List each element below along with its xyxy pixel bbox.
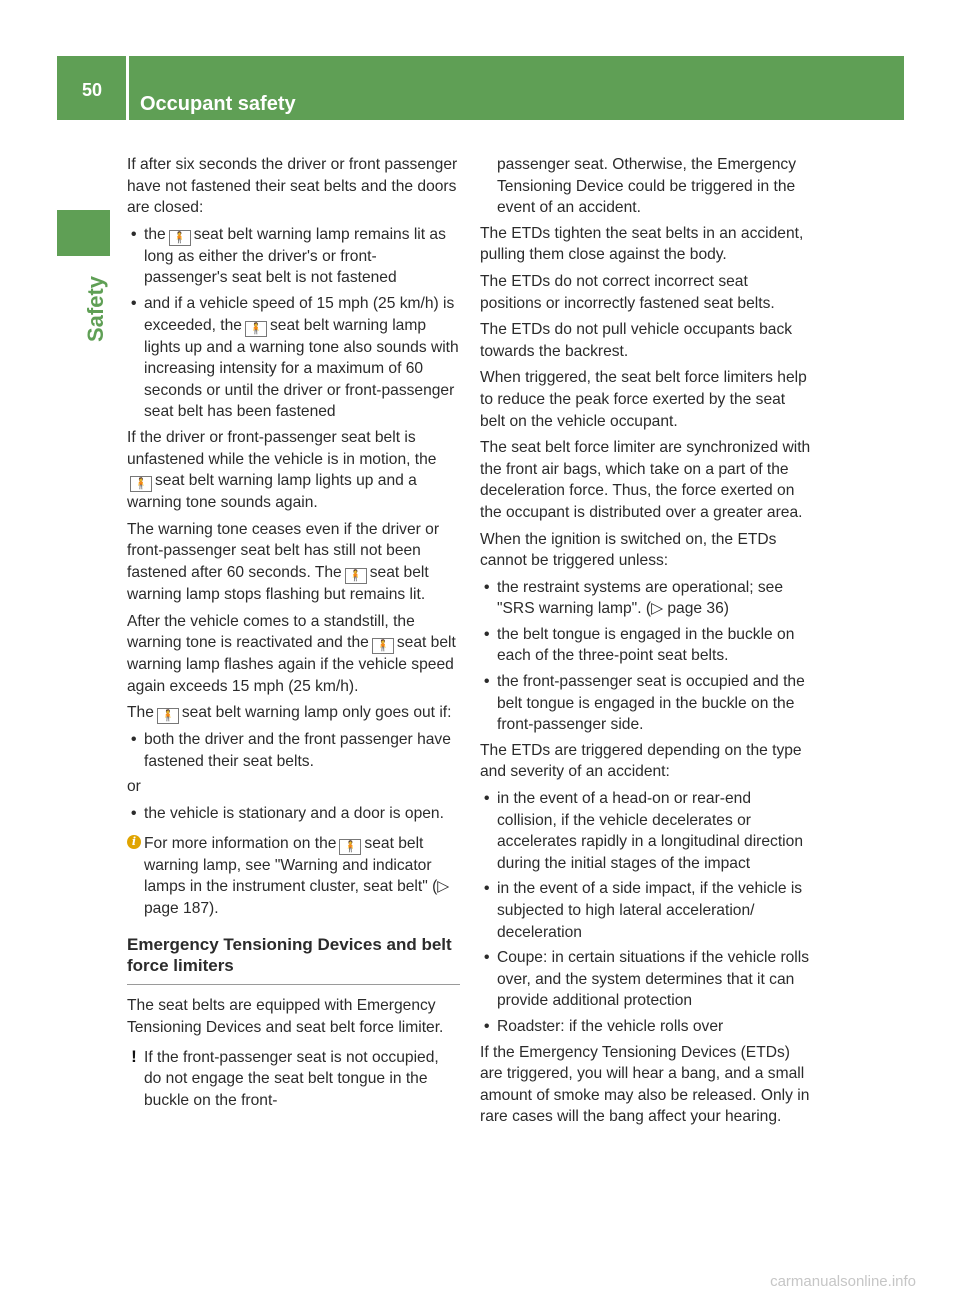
header-divider (126, 56, 129, 120)
side-tab (57, 262, 110, 342)
list-item: • in the event of a side impact, if the vehicle is subjected to high lateral acceleration/ deceleration (480, 878, 813, 943)
list-item: • and if a vehicle speed of 15 mph (25 km/h) is exceeded, the 🧍 seat belt warning lamp lights up and a warning tone also sounds with increasing intensity for a maximum of 60 seconds or until the driver or front-passenger seat belt has been fastened (127, 293, 460, 423)
list-item: • in the event of a head-on or rear-end collision, if the vehicle decelerates or accelerates rapidly in a longitudinal direction during the initial stages of the impact (480, 788, 813, 874)
warning-note: ! If the front-passenger seat is not occupied, do not engage the seat belt tongue in the buckle on the front- (127, 1047, 460, 1112)
paragraph: After the vehicle comes to a standstill, the warning tone is reactivated and the 🧍 seat belt warning lamp flashes again if the vehicle speed again exceeds 15 mph (25 km/h). (127, 612, 456, 695)
section-heading: Emergency Tensioning Devices and belt force limiters (127, 934, 460, 985)
right-column (480, 154, 813, 1133)
seat-belt-warning-icon: 🧍 (339, 839, 361, 855)
list-item: • the 🧍 seat belt warning lamp remains lit as long as either the driver's or front-passenger's seat belt is not fastened (127, 224, 460, 289)
list-item: • the restraint systems are operational; see "SRS warning lamp". (▷ page 36) (480, 577, 813, 620)
info-icon: i (127, 835, 141, 849)
seat-belt-warning-icon: 🧍 (169, 230, 191, 246)
paragraph: The ETDs do not correct incorrect seat positions or incorrectly fastened seat belts. (480, 272, 775, 312)
warning-icon: ! (131, 1046, 137, 1066)
seat-belt-warning-icon: 🧍 (245, 321, 267, 337)
list-item: • the vehicle is stationary and a door is open. (127, 803, 460, 825)
list-item: • Roadster: if the vehicle rolls over (480, 1016, 813, 1038)
warning-note-continued: passenger seat. Otherwise, the Emergency Tensioning Device could be triggered in the event of an accident. (497, 156, 797, 217)
side-tab-marker (57, 210, 110, 256)
seat-belt-warning-icon: 🧍 (157, 708, 179, 724)
paragraph: When the ignition is switched on, the ETDs cannot be triggered unless: (480, 530, 777, 570)
paragraph: If the driver or front-passenger seat belt is unfastened while the vehicle is in motion, the🧍 seat belt warning lamp lights up and a warning tone sounds again. (127, 428, 437, 512)
chapter-title: Occupant safety (140, 93, 296, 115)
paragraph: The warning tone ceases even if the driver or front-passenger seat belt has still not been fastened after 60 seconds. The 🧍 seat belt warning lamp stops flashing but remains lit. (127, 520, 440, 603)
watermark: carmanualsonline.info (770, 1273, 916, 1290)
paragraph-or: or (127, 778, 141, 796)
list-item: • the front-passenger seat is occupied and the belt tongue is engaged in the buckle on the front-passenger side. (480, 671, 813, 736)
list-item: • Coupe: in certain situations if the vehicle rolls over, and the system determines that it can provide additional protection (480, 947, 813, 1012)
info-note: i For more information on the 🧍 seat belt warning lamp, see "Warning and indicator lamps in the instrument cluster, seat belt" (▷ page 187). (127, 833, 460, 920)
paragraph: The ETDs are triggered depending on the type and severity of an accident: (480, 741, 802, 781)
paragraph: The seat belt force limiter are synchronized with the front air bags, which take on a part of the deceleration force. Thus, the force exerted on the occupant is distributed over a greater area. (480, 439, 811, 521)
side-tab-label: Safety (83, 275, 108, 342)
paragraph: If the Emergency Tensioning Devices (ETDs) are triggered, you will hear a bang, and a small amount of smoke may also be released. Only in rare cases will the bang affect your hearing. (480, 1043, 810, 1126)
list-item: • both the driver and the front passenger have fastened their seat belts. (127, 729, 460, 772)
paragraph: If after six seconds the driver or front passenger have not fastened their seat belts and the doors are closed: (127, 156, 458, 217)
seat-belt-warning-icon: 🧍 (130, 476, 152, 492)
seat-belt-warning-icon: 🧍 (345, 568, 367, 584)
left-column (127, 154, 460, 1116)
paragraph: The ETDs tighten the seat belts in an accident, pulling them close against the body. (480, 224, 804, 264)
paragraph: When triggered, the seat belt force limiters help to reduce the peak force exerted by the seat belt on the vehicle occupant. (480, 369, 807, 430)
seat-belt-warning-icon: 🧍 (372, 638, 394, 654)
paragraph: The seat belts are equipped with Emergency Tensioning Devices and seat belt force limiter. (127, 997, 444, 1037)
paragraph: The ETDs do not pull vehicle occupants back towards the backrest. (480, 321, 793, 360)
paragraph: The 🧍 seat belt warning lamp only goes out if: (127, 704, 452, 723)
page-number: 50 (81, 80, 103, 100)
list-item: • the belt tongue is engaged in the buckle on each of the three-point seat belts. (480, 624, 813, 667)
